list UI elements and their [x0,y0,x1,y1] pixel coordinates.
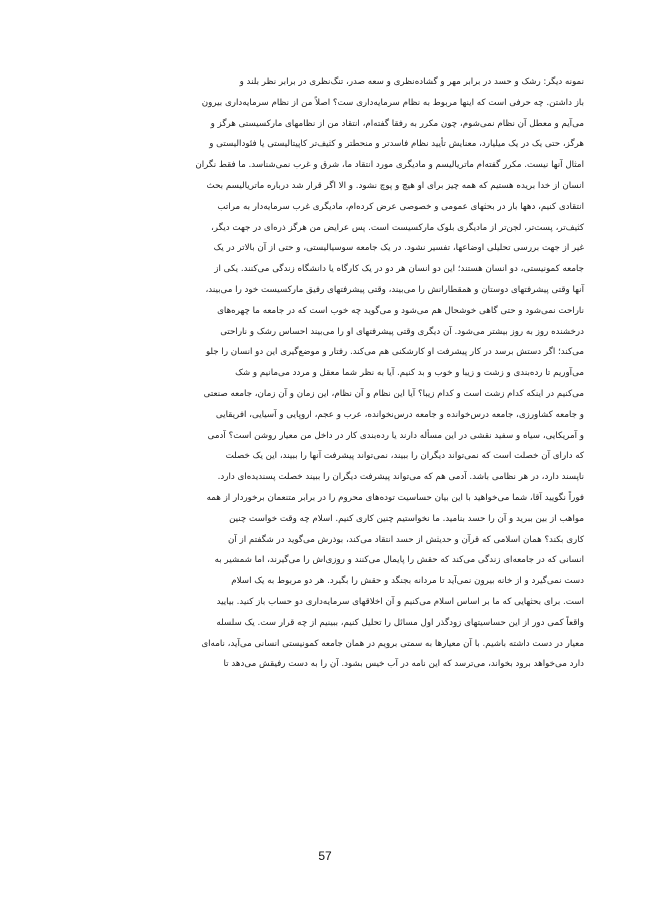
body-text: نمونه دیگر: رشک و حسد در برابر مهر و گشاده‌نظری و سعه صدر، تنگ‌نظری در برابر نظر بلند و باز داشتن. چه حرفی است که اینها مربوط به نظام سرمایه‌داری ست؟ اصلاً من از نظام سرمایه‌داری بیرون می‌آیم و معطل آن نظام نمی‌شوم، چون مکرر به رفقا گفته‌ام، انتقاد من از نظامهای مارکسیستی هرگز و هرگز، حتی یک در یک میلیارد، معنایش تأیید نظام فاسدتر و منحطتر و کثیف‌تر کاپیتالیستی یا فئودالیستی و امثال آنها نیست. مکرر گفته‌ام ماتریالیسم و مادیگری مورد انتقاد ما، شرق و غرب نمی‌شناسد. ما فقط نگران انسان از خدا بریده هستیم که همه چیز برای او هیچ و پوچ نشود. و الا اگر قرار شد درباره ماتریالیسم بحث انتقادی کنیم، دهها بار در بحثهای عمومی و خصوصی عرض کرده‌ام، مادیگری غرب سرمایه‌دار به مراتب کثیف‌تر، پست‌تر، لجن‌تر از مادیگری بلوک مارکسیست است. پس عرایض من هرگز ذره‌ای در جهت دیگر، غیر از جهت بررسی تحلیلی اوضاعها، تفسیر نشود. در یک جامعه سوسیالیستی، و حتی از آن بالاتر در یک جامعه کمونیستی، دو انسان هستند؛ این دو انسان هر دو در یک کارگاه یا دانشگاه زندگی می‌کنند. یکی از آنها وقتی پیشرفتهای دوستان و همقطارانش را می‌بیند، وقتی پیشرفتهای رفیق مارکسیست خود را می‌بیند، ناراحت نمی‌شود و حتی گاهی خوشحال هم می‌شود و می‌گوید چه خوب است که در جامعه ما چهره‌های درخشنده روز به روز بیشتر می‌شود. آن دیگری وقتی پیشرفتهای او را می‌بیند احساس رشک و ناراحتی می‌کند؛ اگر دستش برسد در کار پیشرفت او کارشکنی هم می‌کند. رفتار و موضع‌گیری این دو انسان را جلو می‌آوریم تا رده‌بندی و زشت و زیبا و خوب و بد کنیم. آیا به نظر شما معقل و مردد می‌مانیم و شک می‌کنیم در اینکه کدام زشت است و کدام زیبا؟ آیا این نظام و آن نظام، این زمان و آن زمان، جامعه صنعتی و جامعه کشاورزی، جامعه درس‌خوانده و جامعه درس‌نخوانده، عرب و عجم، اروپایی و آسیایی، افریقایی و آمریکایی، سیاه و سفید نقشی در این مسأله دارند یا رده‌بندی کار در داخل من معیار روشن است؟ آدمی که دارای آن خصلت است که نمی‌تواند دیگران را ببیند، نمی‌تواند پیشرفت آنها را ببیند، این یک خصلت ناپسند دارد، در هر نظامی باشد. آدمی هم که می‌تواند پیشرفت دیگران را ببیند خصلت پسندیده‌ای دارد. فوراً نگویید آقا، شما می‌خواهید با این بیان حساسیت توده‌های محروم را در برابر متنعمان برخوردار از همه مواهب از بین ببرید و آن را حسد بنامید. ما نخواستیم چنین کاری کنیم. اسلام چه وقت خواست چنین کاری بکند؟ همان اسلامی که قرآن و حدیثش از حسد انتقاد می‌کند، بوذرش می‌گوید در شگفتم از آن انسانی که در جامعه‌ای زندگی می‌کند که حقش را پایمال می‌کنند و روزی‌اش را می‌گیرند، اما شمشیر به دست نمی‌گیرد و از خانه بیرون نمی‌آید تا مردانه بجنگد و حقش را بگیرد. هر دو مربوط به یک اسلام است. برای بحثهایی که ما بر اساس اسلام می‌کنیم و آن اخلاقهای سرمایه‌داری دو حساب باز کنید. بیایید واقعاً کمی دور از این حساسیتهای زودگذر اول مسائل را تحلیل کنیم، ببینیم از چه قرار ست. یک سلسله معیار در دست داشته باشیم. با آن معیارها به سمتی برویم در همان جامعه کمونیستی انسانی می‌آید، نامه‌ای دارد می‌خواهد برود بخواند، می‌ترسد که این نامه در آب خیس بشود. آن را به دست رفیقش می‌دهد تا [195,77,584,670]
page-number: 57 [318,849,332,863]
